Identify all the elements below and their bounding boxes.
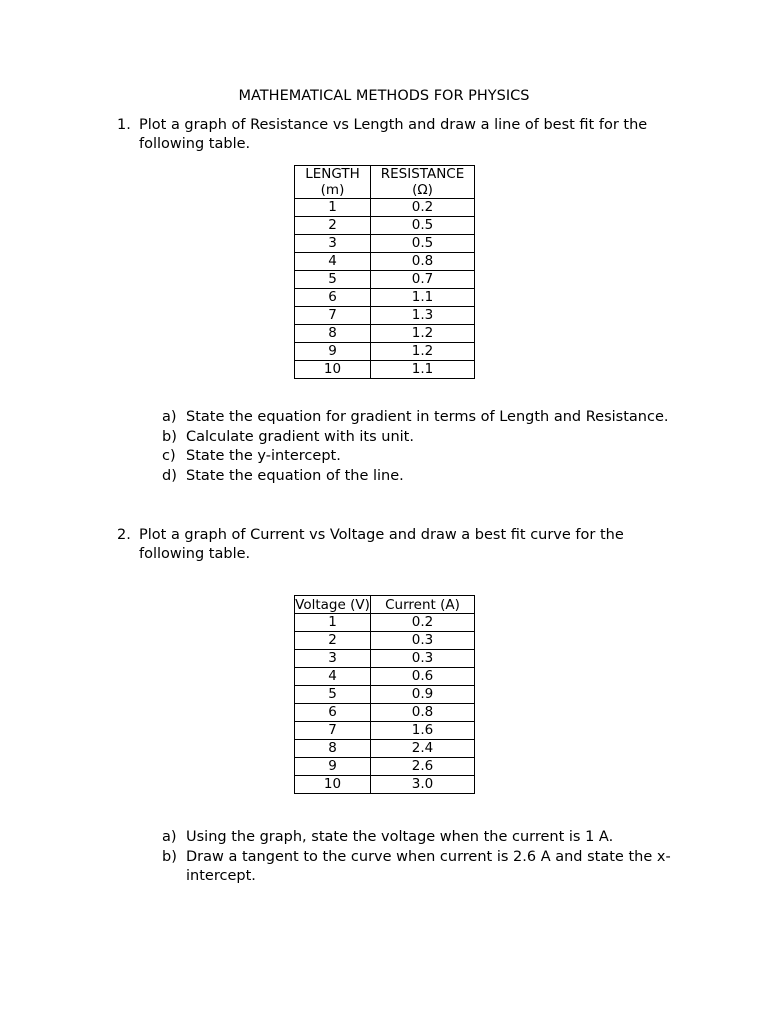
question-1 [117, 116, 677, 154]
header-resistance: RESISTANCE (Ω) [371, 166, 475, 199]
table-cell: 0.6 [371, 668, 475, 686]
header-current: Current (A) [371, 596, 475, 614]
table-row [295, 343, 475, 361]
table-row [295, 235, 475, 253]
subpart-a [162, 828, 672, 848]
table-row [295, 632, 475, 650]
table-row [295, 199, 475, 217]
table-cell: 8 [295, 325, 371, 343]
table-cell: 9 [295, 758, 371, 776]
subpart-text: Using the graph, state the voltage when the current is 1 A. [186, 829, 614, 845]
table-cell: 0.3 [371, 650, 475, 668]
table-cell: 3.0 [371, 776, 475, 794]
table-row [295, 614, 475, 632]
table-cell: 0.3 [371, 632, 475, 650]
subpart-text: State the equation of the line. [186, 467, 404, 484]
header-voltage: Voltage (V) [295, 596, 370, 613]
table-cell: 1.2 [371, 325, 475, 343]
table-row [295, 253, 475, 271]
subpart-label: a) [162, 829, 177, 845]
table-cell: 4 [295, 253, 371, 271]
table-cell: 6 [295, 704, 371, 722]
table-row [295, 758, 475, 776]
subpart-label: a) [162, 409, 177, 425]
table-cell: 3 [295, 650, 371, 668]
subpart-label: d) [162, 467, 177, 484]
question-2 [117, 526, 677, 564]
table-cell: 0.7 [371, 271, 475, 289]
table-row [295, 361, 475, 379]
table-cell: 1.6 [371, 722, 475, 740]
table-cell: 1.1 [371, 361, 475, 379]
table-row [295, 307, 475, 325]
table-row [295, 722, 475, 740]
subpart-text: State the equation for gradient in terms of Length and Resistance. [186, 409, 669, 425]
question-1-subparts [162, 408, 672, 486]
header-length: LENGTH (m) [295, 166, 371, 199]
table-row [295, 325, 475, 343]
table-cell: 7 [295, 307, 371, 325]
resistance-length-table [294, 165, 475, 379]
question-text: Plot a graph of Resistance vs Length and draw a line of best fit for the following table. [139, 117, 648, 152]
subpart-b [162, 428, 672, 448]
table-cell: 2 [295, 632, 371, 650]
table-cell: 6 [295, 289, 371, 307]
table-cell: 4 [295, 668, 371, 686]
table-cell: 1.3 [371, 307, 475, 325]
table-cell: 1.1 [371, 289, 475, 307]
table-row [295, 650, 475, 668]
subpart-text: Draw a tangent to the curve when current is 2.6 A and state the x-intercept. [186, 848, 671, 885]
table-cell: 2.4 [371, 740, 475, 758]
table-cell: 2.6 [371, 758, 475, 776]
table-cell: 2 [295, 217, 371, 235]
table-cell: 10 [295, 776, 371, 794]
table-cell: 5 [295, 271, 371, 289]
table-cell: 3 [295, 235, 371, 253]
table-cell: 5 [295, 686, 371, 704]
table-cell: 0.5 [371, 217, 475, 235]
table-cell: 1 [295, 614, 371, 632]
table-row [295, 289, 475, 307]
table-cell: 7 [295, 722, 371, 740]
subpart-text: Calculate gradient with its unit. [186, 428, 414, 445]
subpart-label: c) [162, 448, 176, 465]
table-header-row [295, 596, 475, 614]
table-cell: 1.2 [371, 343, 475, 361]
table-cell: 8 [295, 740, 371, 758]
table-row [295, 271, 475, 289]
table-cell: 10 [295, 361, 371, 379]
question-text: Plot a graph of Current vs Voltage and draw a best fit curve for the following table. [139, 527, 624, 562]
question-number: 2. [117, 527, 131, 543]
page-title: MATHEMATICAL METHODS FOR PHYSICS [238, 88, 530, 104]
table-cell: 0.2 [371, 614, 475, 632]
table-cell: 0.8 [371, 704, 475, 722]
subpart-d [162, 467, 672, 487]
table-cell: 1 [295, 199, 371, 217]
subpart-c [162, 447, 672, 467]
subpart-label: b) [162, 848, 177, 865]
table-row [295, 776, 475, 794]
table-row [295, 704, 475, 722]
question-2-subparts [162, 828, 672, 887]
current-voltage-table [294, 595, 475, 794]
subpart-text: State the y-intercept. [186, 448, 341, 465]
table-header-row [295, 166, 475, 199]
table-cell: 9 [295, 343, 371, 361]
subpart-a [162, 408, 672, 428]
table-row [295, 686, 475, 704]
subpart-label: b) [162, 428, 177, 445]
table-row [295, 217, 475, 235]
table-cell: 0.9 [371, 686, 475, 704]
table-cell: 0.2 [371, 199, 475, 217]
table-row [295, 740, 475, 758]
table-cell: 0.8 [371, 253, 475, 271]
table-cell: 0.5 [371, 235, 475, 253]
question-number: 1. [117, 117, 131, 133]
table-row [295, 668, 475, 686]
subpart-b [162, 848, 672, 887]
